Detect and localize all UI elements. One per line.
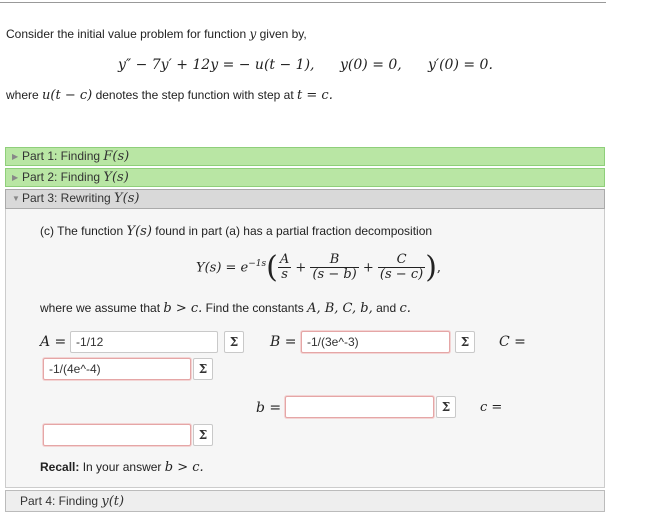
where-math2: t = c. xyxy=(297,88,333,103)
step-function-note xyxy=(6,88,333,103)
recall-text: In your answer xyxy=(82,460,162,474)
answer-b-input[interactable] xyxy=(301,331,450,353)
fraction-a-den: s xyxy=(281,267,288,283)
partial-fraction-formula xyxy=(196,249,441,283)
fraction-b xyxy=(310,253,358,282)
answer-b-lower-input[interactable] xyxy=(285,396,434,418)
part-1-label: Part 1: Finding xyxy=(22,149,101,163)
part-4-label: Part 4: Finding xyxy=(20,494,99,508)
right-paren: ) xyxy=(425,249,437,285)
intro-var: y xyxy=(249,27,257,41)
desc-post: found in part (a) has a partial fraction decomposition xyxy=(155,224,433,238)
formula-lhs: Y(s) = e xyxy=(196,260,249,276)
part-3-header[interactable] xyxy=(5,189,605,209)
desc-pre: (c) The function xyxy=(40,224,124,238)
assumption-text xyxy=(40,301,411,316)
desc-math: Y(s) xyxy=(126,224,152,239)
part-3-math: Y(s) xyxy=(114,191,140,206)
where-mid: denotes the step function with step at xyxy=(95,88,294,102)
ode-equation: y″ − 7y′ + 12y = − u(t − 1), xyxy=(118,57,315,73)
fraction-b-num: B xyxy=(310,253,358,268)
plus-2: + xyxy=(362,260,374,276)
chevron-right-icon: ▶ xyxy=(12,173,19,182)
label-c-upper: C = xyxy=(499,334,526,350)
part-4-header[interactable] xyxy=(5,490,605,512)
formula-tail: , xyxy=(436,260,442,276)
part-2-math: Y(s) xyxy=(103,170,129,185)
part-1-header[interactable] xyxy=(5,147,605,166)
answer-c-lower-input[interactable] xyxy=(43,424,191,446)
fraction-c-num: C xyxy=(378,253,425,268)
chevron-down-icon: ▼ xyxy=(12,194,20,203)
fraction-c xyxy=(378,253,425,282)
sigma-icon[interactable]: Σ xyxy=(193,424,213,446)
fraction-b-den: (s − b) xyxy=(312,267,357,283)
where-pre: where xyxy=(6,88,39,102)
chevron-right-icon: ▶ xyxy=(12,152,19,161)
part-1-math: F(s) xyxy=(103,149,130,164)
assume-and: and xyxy=(376,301,397,315)
sigma-icon[interactable]: Σ xyxy=(193,358,213,380)
label-b-lower: b = xyxy=(256,400,282,416)
intro-text: Consider the initial value problem for function xyxy=(6,27,247,41)
fraction-a xyxy=(278,253,291,282)
left-paren: ( xyxy=(266,249,278,285)
assume-c: c. xyxy=(399,301,411,316)
fraction-a-num: A xyxy=(279,252,290,268)
plus-1: + xyxy=(295,260,307,276)
sigma-icon[interactable]: Σ xyxy=(436,396,456,418)
part-4-math: y(t) xyxy=(101,494,125,509)
part-3-description xyxy=(40,224,432,239)
assume-math: b > c. xyxy=(163,301,203,316)
sigma-icon[interactable]: Σ xyxy=(224,331,244,353)
label-c-lower: c = xyxy=(480,400,503,415)
where-math: u(t − c) xyxy=(42,88,93,103)
initial-condition-2: y′(0) = 0. xyxy=(428,57,493,73)
fraction-c-den: (s − c) xyxy=(379,267,424,283)
intro-end: given by, xyxy=(259,27,307,41)
assume-pre: where we assume that xyxy=(40,301,161,315)
assume-vars: A, B, C, b, xyxy=(307,301,373,316)
formula-exponent: −1s xyxy=(248,259,267,269)
answer-a-input[interactable] xyxy=(70,331,218,353)
label-b-upper: B = xyxy=(270,334,297,350)
recall-label: Recall: xyxy=(40,460,80,474)
top-divider xyxy=(0,2,606,3)
part-2-label: Part 2: Finding xyxy=(22,170,101,184)
recall-note xyxy=(40,460,204,475)
initial-condition-1: y(0) = 0, xyxy=(340,57,402,73)
sigma-icon[interactable]: Σ xyxy=(455,331,475,353)
answer-c-upper-input[interactable] xyxy=(43,358,191,380)
recall-math: b > c. xyxy=(164,460,204,475)
problem-intro xyxy=(6,27,307,41)
assume-post: Find the constants xyxy=(205,301,304,315)
part-2-header[interactable] xyxy=(5,168,605,187)
part-3-label: Part 3: Rewriting xyxy=(22,191,111,205)
label-a: A = xyxy=(40,334,67,350)
